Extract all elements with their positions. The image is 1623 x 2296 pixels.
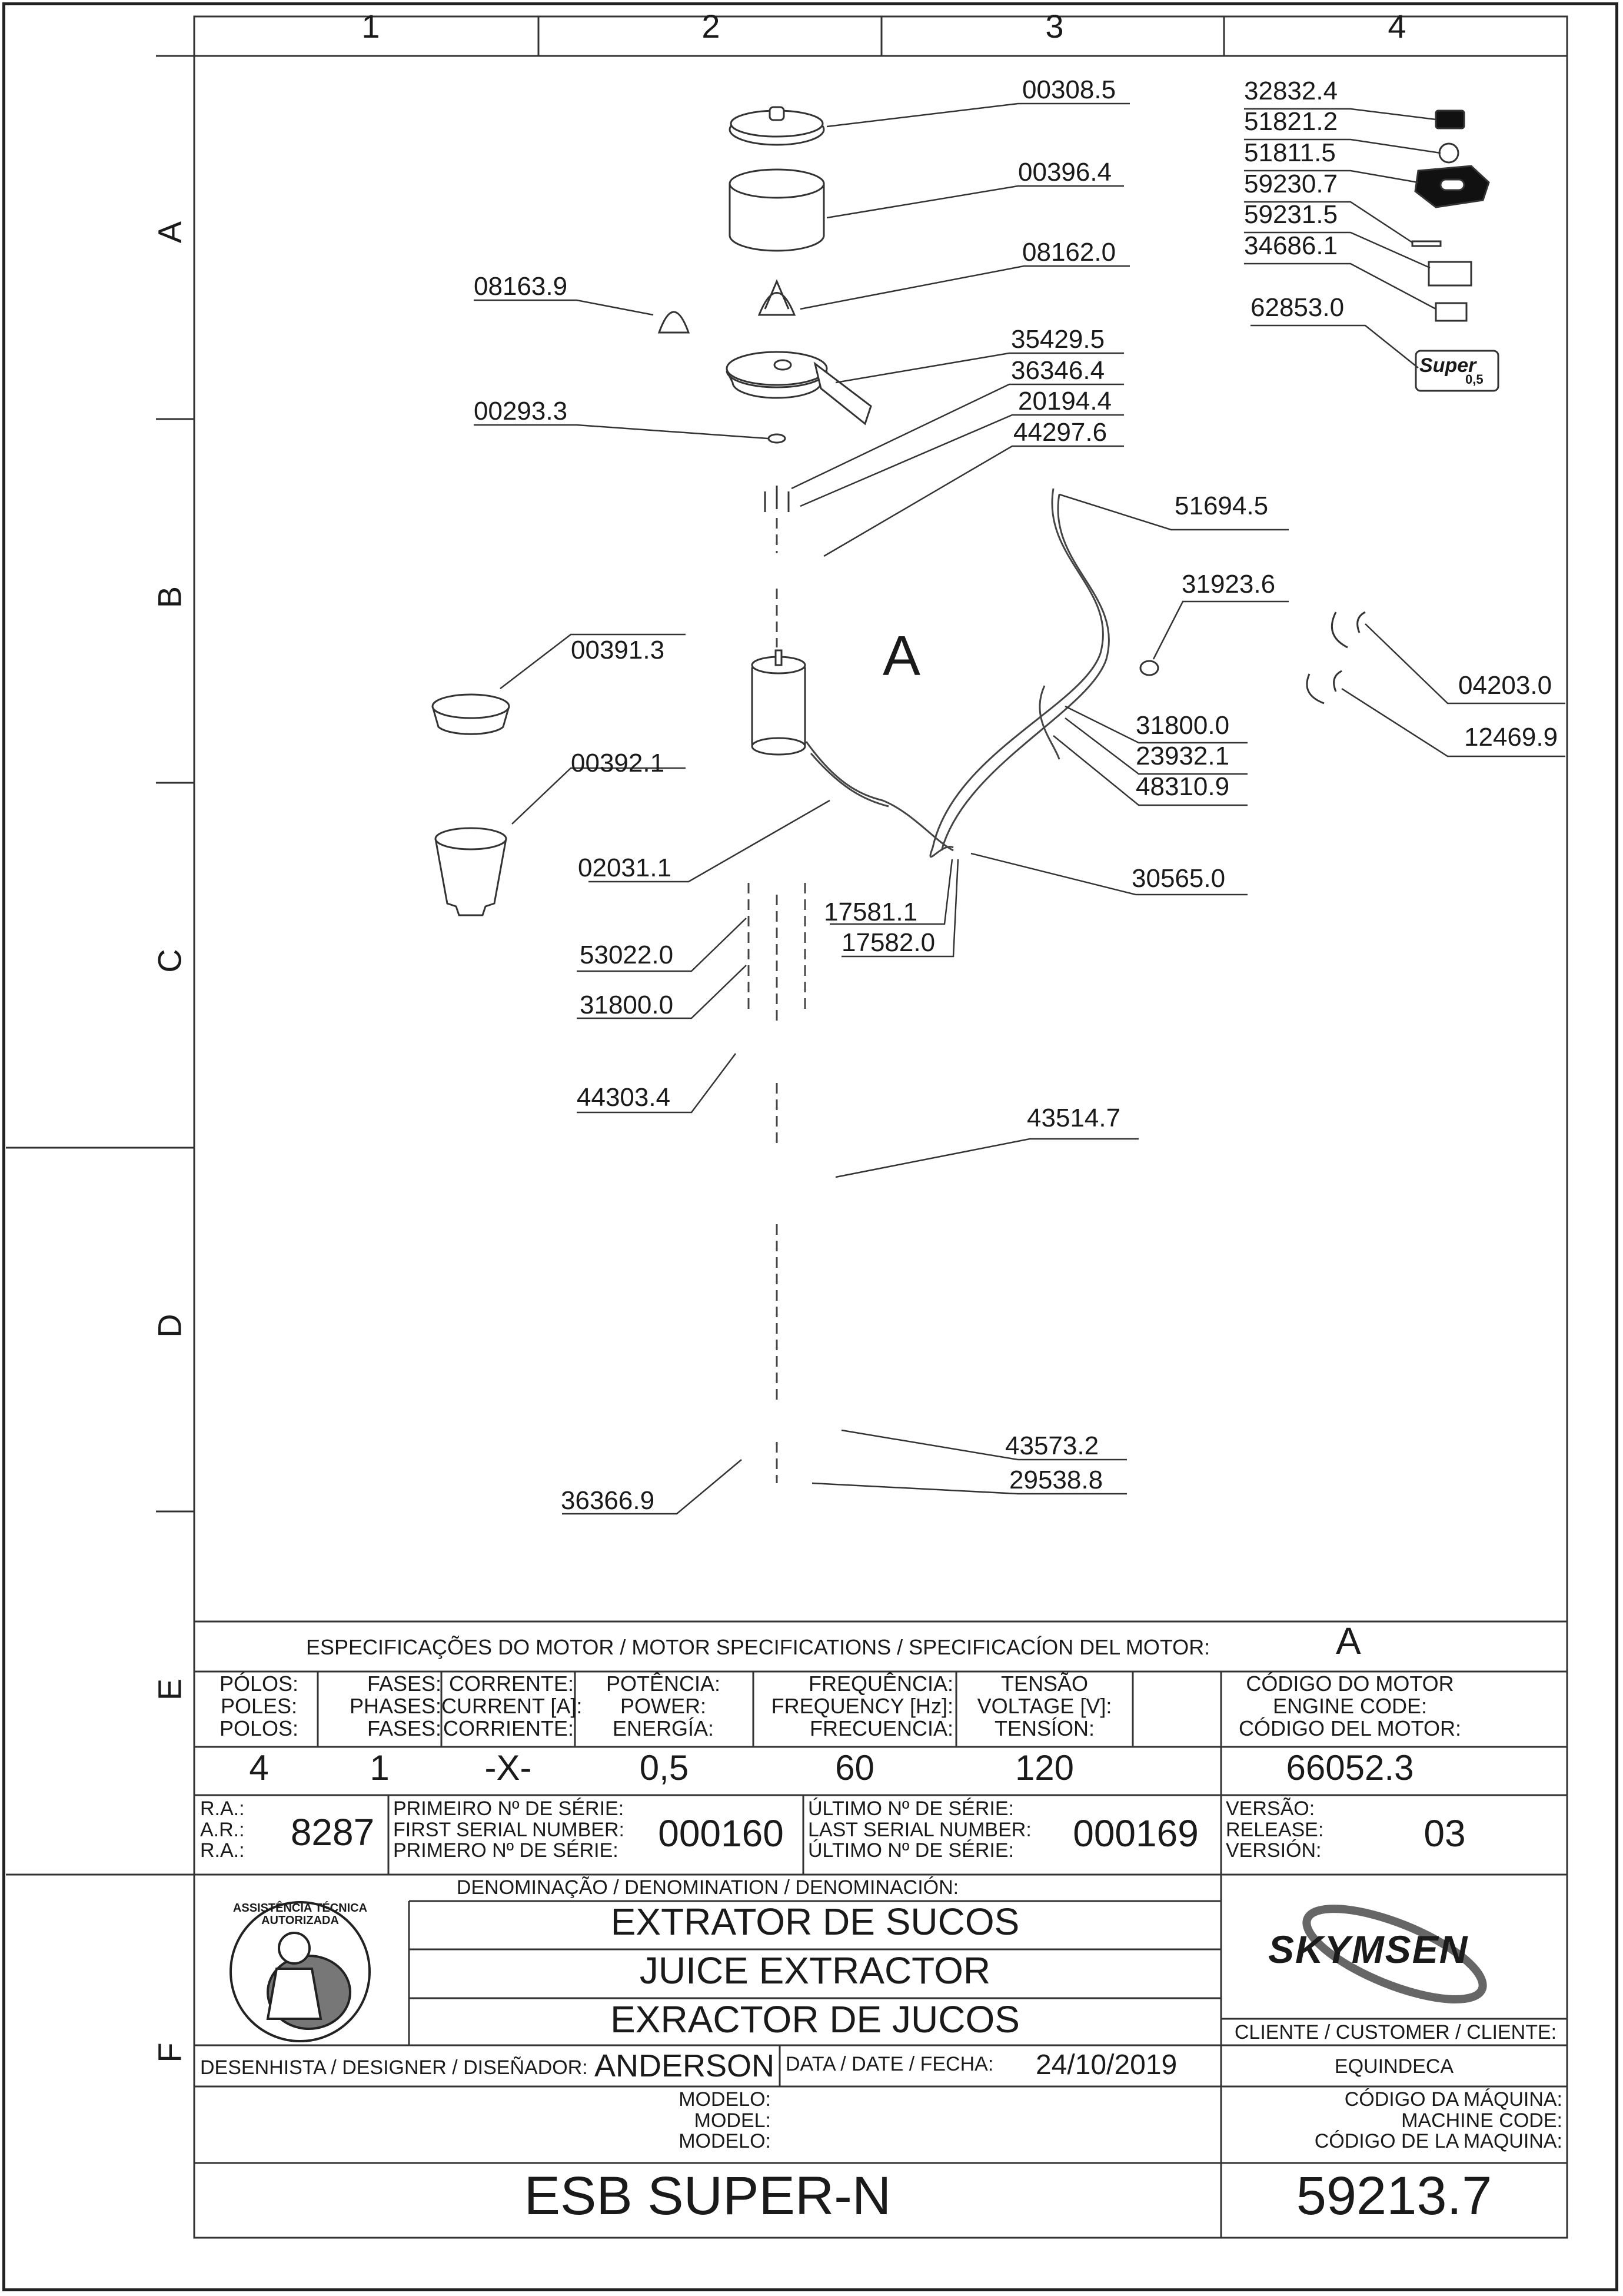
spec-header-current: CORRENTE: CURRENT [A]: CORRIENTE:	[441, 1672, 583, 1740]
part-callout[interactable]: 48310.9	[1136, 772, 1230, 801]
date-value: 24/10/2019	[1036, 2049, 1178, 2081]
washer-part	[769, 434, 785, 443]
part-callout[interactable]: 00396.4	[1018, 158, 1112, 187]
machine-code-labels: CÓDIGO DA MÁQUINA: MACHINE CODE: CÓDIGO DE LA MAQUINA:	[1314, 2088, 1562, 2153]
seal-text: ASSISTÊNCIA TÉCNICA AUTORIZADA	[232, 1902, 368, 1927]
part-callout[interactable]: 17581.1	[824, 898, 918, 926]
zone-col-4: 4	[1388, 8, 1406, 45]
zone-col-1: 1	[361, 8, 380, 45]
first-serial-value: 000160	[658, 1812, 784, 1855]
part-callout[interactable]: 20194.4	[1018, 387, 1112, 416]
part-callout[interactable]: 36346.4	[1011, 356, 1105, 385]
zone-col-3: 3	[1045, 8, 1064, 45]
spec-value-poles: 4	[249, 1748, 269, 1787]
button-part	[1436, 111, 1464, 128]
part-callout[interactable]: 43573.2	[1005, 1431, 1099, 1460]
part-callout[interactable]: 31923.6	[1182, 570, 1276, 599]
zone-row-b: B	[151, 586, 188, 609]
part-callout[interactable]: 59230.7	[1244, 170, 1338, 198]
first-serial-labels: PRIMEIRO Nº DE SÉRIE: FIRST SERIAL NUMBER: PRIMERO Nº DE SÉRIE:	[393, 1797, 624, 1862]
part-callout[interactable]: 08163.9	[474, 272, 568, 301]
spec-value-current: -X-	[484, 1748, 532, 1787]
badge-sub: 0,5	[1465, 372, 1484, 387]
part-callout[interactable]: 44297.6	[1013, 418, 1108, 447]
part-callout[interactable]: 31800.0	[580, 991, 674, 1019]
spec-header-frequency: FREQUÊNCIA: FREQUENCY [Hz]: FRECUENCIA:	[771, 1672, 953, 1740]
part-callout[interactable]: 08162.0	[1022, 238, 1116, 267]
model-labels: MODELO: MODEL: MODELO:	[679, 2088, 771, 2153]
motor-callout[interactable]: A	[883, 624, 921, 687]
spec-header-engine-code: CÓDIGO DO MOTOR ENGINE CODE: CÓDIGO DEL MOTOR:	[1238, 1672, 1462, 1740]
name-pt: EXTRATOR DE SUCOS	[610, 1900, 1020, 1943]
cone-large-part	[759, 293, 794, 315]
part-callout[interactable]: 31800.0	[1136, 711, 1230, 740]
zone-row-f: F	[151, 2042, 188, 2063]
last-serial-value: 000169	[1073, 1812, 1199, 1855]
spec-ref: A	[1336, 1620, 1361, 1662]
part-callout[interactable]: 00392.1	[571, 749, 665, 777]
cone-small-part	[659, 312, 689, 333]
spec-value-frequency: 60	[835, 1748, 874, 1787]
spec-header-voltage: TENSÃO VOLTAGE [V]: TENSÍON:	[977, 1672, 1112, 1740]
part-callout[interactable]: 43514.7	[1027, 1104, 1121, 1132]
date-label: DATA / DATE / FECHA:	[786, 2053, 994, 2075]
ra-value: 8287	[290, 1811, 375, 1853]
spec-value-power: 0,5	[639, 1748, 689, 1787]
part-callout[interactable]: 35429.5	[1011, 325, 1105, 354]
part-callout[interactable]: 02031.1	[578, 853, 672, 882]
power-cable	[930, 489, 1103, 857]
part-callout[interactable]: 00391.3	[571, 636, 665, 664]
part-callout[interactable]: 30565.0	[1132, 864, 1226, 893]
machine-code-value: 59213.7	[1296, 2166, 1492, 2226]
part-callout[interactable]: 51811.5	[1244, 138, 1336, 167]
part-callout[interactable]: 44303.4	[577, 1083, 671, 1112]
part-callout[interactable]: 51694.5	[1175, 491, 1269, 520]
denomination-label: DENOMINAÇÃO / DENOMINATION / DENOMINACIÓN:	[456, 1876, 959, 1899]
part-callout[interactable]: 51821.2	[1244, 107, 1338, 136]
spec-header-poles: PÓLOS: POLES: POLOS:	[219, 1672, 299, 1740]
zone-row-a: A	[151, 221, 188, 244]
brand-name: SKYMSEN	[1268, 1928, 1469, 1971]
model-value: ESB SUPER-N	[524, 2166, 892, 2226]
part-callout[interactable]: 00308.5	[1022, 75, 1116, 104]
zone-row-e: E	[151, 1678, 188, 1701]
release-labels: VERSÃO: RELEASE: VERSIÓN:	[1226, 1797, 1324, 1862]
part-callout[interactable]: 29538.8	[1009, 1466, 1103, 1494]
last-serial-labels: ÚLTIMO Nº DE SÉRIE: LAST SERIAL NUMBER: ÚLTIMO Nº DE SÉRIE:	[808, 1797, 1032, 1862]
spec-value-voltage: 120	[1015, 1748, 1075, 1787]
spec-title: ESPECIFICAÇÕES DO MOTOR / MOTOR SPECIFICATIONS / SPECIFICACÍON DEL MOTOR:	[306, 1635, 1210, 1659]
ra-labels: R.A.: A.R.: R.A.:	[200, 1797, 245, 1862]
part-callout[interactable]: 32832.4	[1244, 77, 1338, 105]
zone-col-2: 2	[701, 8, 720, 45]
client-label: CLIENTE / CUSTOMER / CLIENTE:	[1234, 2021, 1557, 2044]
name-en: JUICE EXTRACTOR	[639, 1949, 991, 1992]
zone-row-c: C	[151, 949, 188, 973]
spec-header-phases: FASES: PHASES: FASES:	[349, 1672, 441, 1740]
part-callout[interactable]: 34686.1	[1244, 231, 1338, 260]
badge-text: Super	[1419, 354, 1476, 377]
part-callout[interactable]: 04203.0	[1458, 671, 1552, 700]
part-callout[interactable]: 36366.9	[561, 1486, 655, 1515]
part-callout[interactable]: 17582.0	[842, 928, 936, 957]
label-small-part	[1436, 303, 1466, 321]
part-callout[interactable]: 53022.0	[580, 941, 674, 969]
spec-value-phases: 1	[370, 1748, 390, 1787]
part-callout[interactable]: 23932.1	[1136, 742, 1230, 770]
designer-value: ANDERSON	[594, 2048, 775, 2084]
motor-part	[752, 665, 805, 747]
zone-row-d: D	[151, 1314, 188, 1338]
part-callout[interactable]: 12469.9	[1464, 723, 1558, 752]
spec-value-engine-code: 66052.3	[1286, 1748, 1414, 1787]
spec-header-power: POTÊNCIA: POWER: ENERGÍA:	[606, 1672, 721, 1740]
part-callout[interactable]: 00293.3	[474, 397, 568, 426]
part-callout[interactable]: 59231.5	[1244, 200, 1338, 229]
part-callout[interactable]: 62853.0	[1250, 293, 1345, 322]
label-plate-part	[1429, 262, 1471, 285]
knob-part	[1439, 144, 1458, 162]
client-value: EQUINDECA	[1334, 2055, 1454, 2078]
release-value: 03	[1424, 1812, 1466, 1855]
name-es: EXRACTOR DE JUCOS	[610, 1998, 1020, 2041]
designer-label: DESENHISTA / DESIGNER / DISEÑADOR:	[200, 2056, 588, 2079]
